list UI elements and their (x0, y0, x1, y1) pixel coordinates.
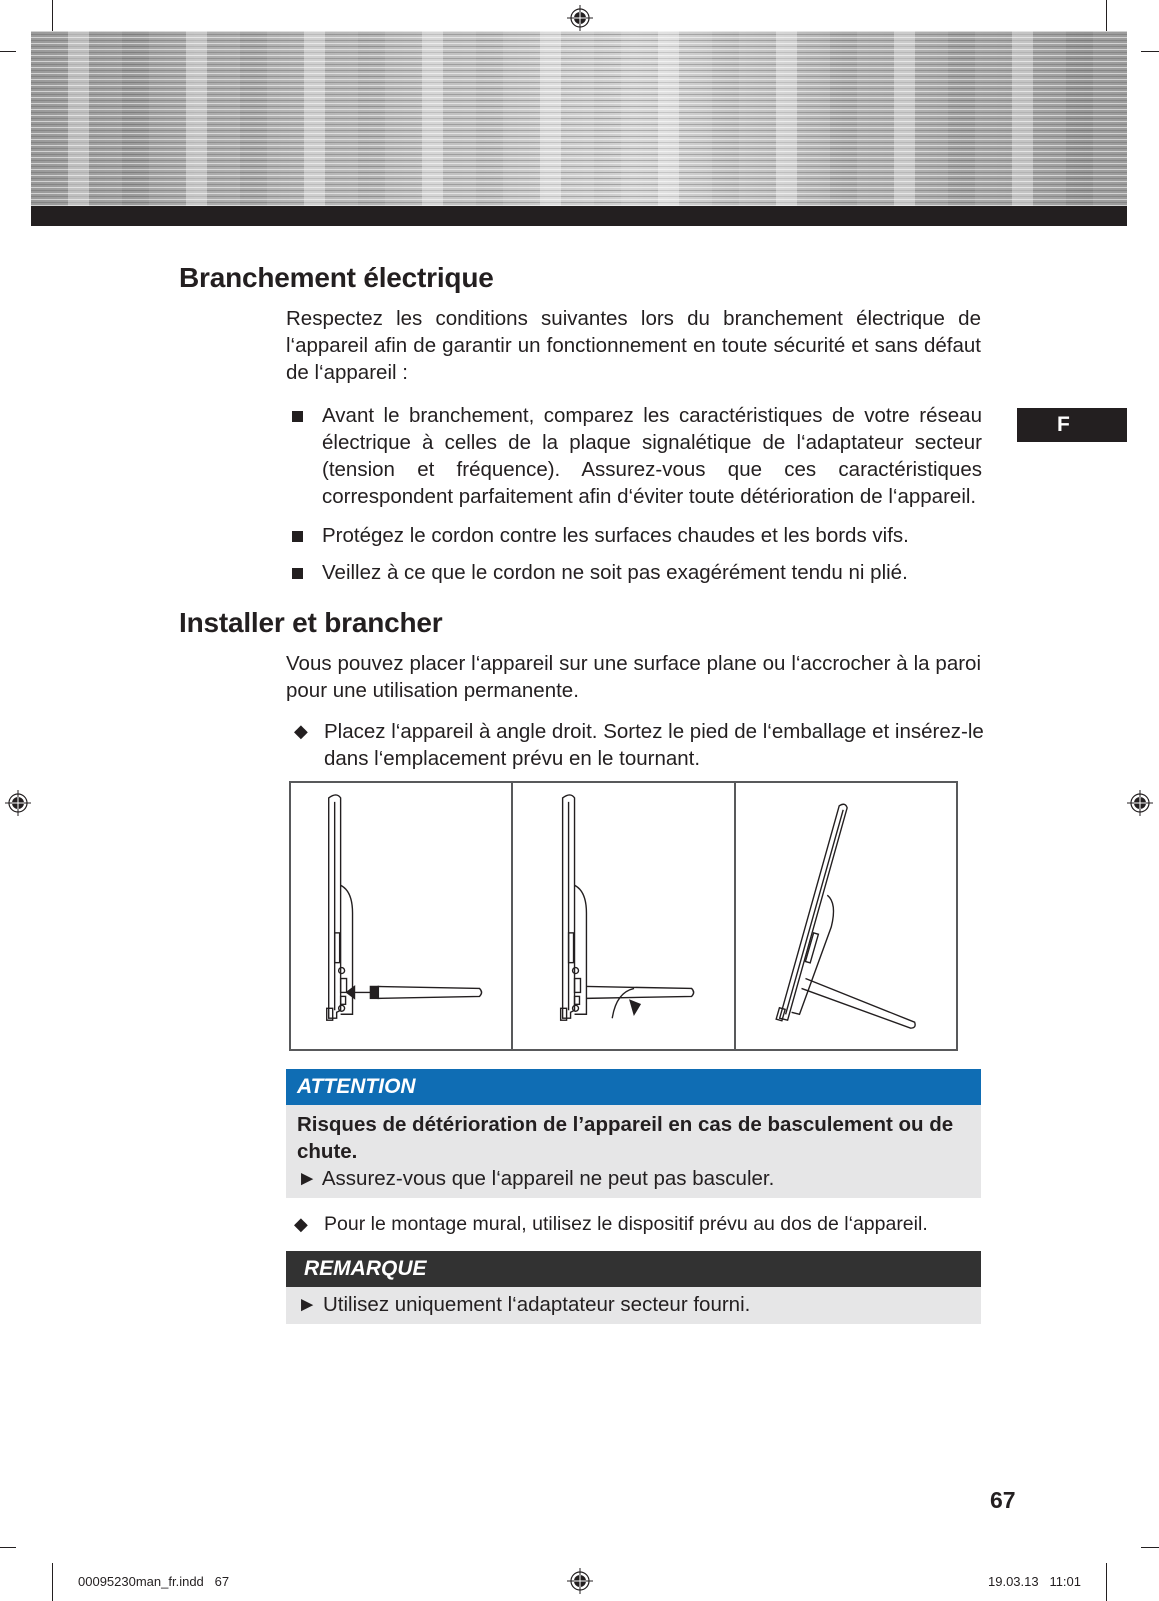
diamond-bullet-icon: ◆ (294, 1214, 308, 1234)
language-tab (1017, 408, 1127, 442)
remarque-action-text: Utilisez uniquement l‘adaptateur secteur fourni. (323, 1293, 751, 1316)
crop-mark (0, 51, 16, 52)
attention-box (286, 1069, 981, 1198)
remarque-label: REMARQUE (304, 1257, 427, 1280)
slug-datetime: 19.03.13 11:01 (988, 1574, 1082, 1589)
registration-mark-icon (1127, 790, 1153, 816)
crop-mark (1141, 1547, 1159, 1548)
remarque-body (286, 1287, 981, 1324)
square-bullet-icon (292, 411, 303, 422)
remarque-box (286, 1251, 981, 1324)
list-item-text: Avant le branchement, comparez les caractéristiques de votre réseau électrique à celles de la plaque signalétique de l‘adaptateur secteur (tension et fréquence). Assurez-vous que ces caractéristiques correspondent parfaitement afin d‘éviter toute détérioration de l‘appareil. (322, 404, 982, 508)
registration-mark-icon (567, 5, 593, 31)
list-item (292, 559, 982, 586)
remarque-action (297, 1291, 970, 1318)
crop-mark (1106, 0, 1107, 32)
page-number: 67 (990, 1487, 1016, 1513)
step-item (294, 1211, 994, 1238)
attention-label: ATTENTION (297, 1075, 416, 1098)
brushed-metal-header-banner (31, 31, 1127, 206)
attention-action-text: Assurez-vous que l‘appareil ne peut pas basculer. (321, 1167, 775, 1190)
banner-texture (31, 31, 1127, 206)
crop-mark (52, 1563, 53, 1601)
list-item (292, 402, 982, 510)
section-title-branchement: Branchement électrique (179, 262, 494, 293)
step-text: Placez l‘appareil à angle droit. Sortez le pied de l‘emballage et insérez-le dans l‘emplacement prévu en le tournant. (324, 720, 984, 770)
attention-header (286, 1069, 981, 1105)
play-arrow-icon: ► (297, 1293, 318, 1316)
attention-heading: Risques de détérioration de l’appareil en cas de basculement ou de chute. (297, 1113, 954, 1163)
crop-mark (1106, 1563, 1107, 1601)
square-bullet-icon (292, 568, 303, 579)
list-item-text: Protégez le cordon contre les surfaces chaudes et les bords vifs. (322, 524, 909, 547)
diamond-bullet-icon: ◆ (294, 721, 308, 741)
play-arrow-icon: ► (297, 1167, 318, 1190)
registration-mark-icon (5, 790, 31, 816)
crop-mark (0, 1547, 16, 1548)
header-black-bar (31, 206, 1127, 226)
crop-mark (1141, 51, 1159, 52)
attention-body (286, 1105, 981, 1198)
crop-mark (52, 0, 53, 32)
insert-stand-illustration (291, 783, 513, 1049)
step-item (294, 718, 984, 772)
section-title-installer: Installer et brancher (179, 607, 443, 638)
section-intro-branchement: Respectez les conditions suivantes lors du branchement électrique de l‘appareil afin de garantir un fonctionnement en toute sécurité et sans défaut de l‘appareil : (286, 307, 981, 384)
section-intro-installer: Vous pouvez placer l‘appareil sur une surface plane ou l‘accrocher à la paroi pour une utilisation permanente. (286, 652, 981, 702)
rotate-stand-illustration (513, 783, 735, 1049)
language-tab-label: F (1057, 413, 1070, 436)
standing-frame-illustration (736, 783, 956, 1049)
slug-filename: 00095230man_fr.indd 67 (78, 1574, 230, 1589)
list-item-text: Veillez à ce que le cordon ne soit pas exagérément tendu ni plié. (322, 561, 908, 584)
square-bullet-icon (292, 531, 303, 542)
step-text: Pour le montage mural, utilisez le dispositif prévu au dos de l‘appareil. (324, 1213, 928, 1235)
attention-action (297, 1165, 970, 1192)
remarque-header (286, 1251, 981, 1287)
registration-mark-icon (567, 1568, 593, 1594)
stand-installation-figure (289, 781, 958, 1051)
list-item (292, 522, 982, 549)
